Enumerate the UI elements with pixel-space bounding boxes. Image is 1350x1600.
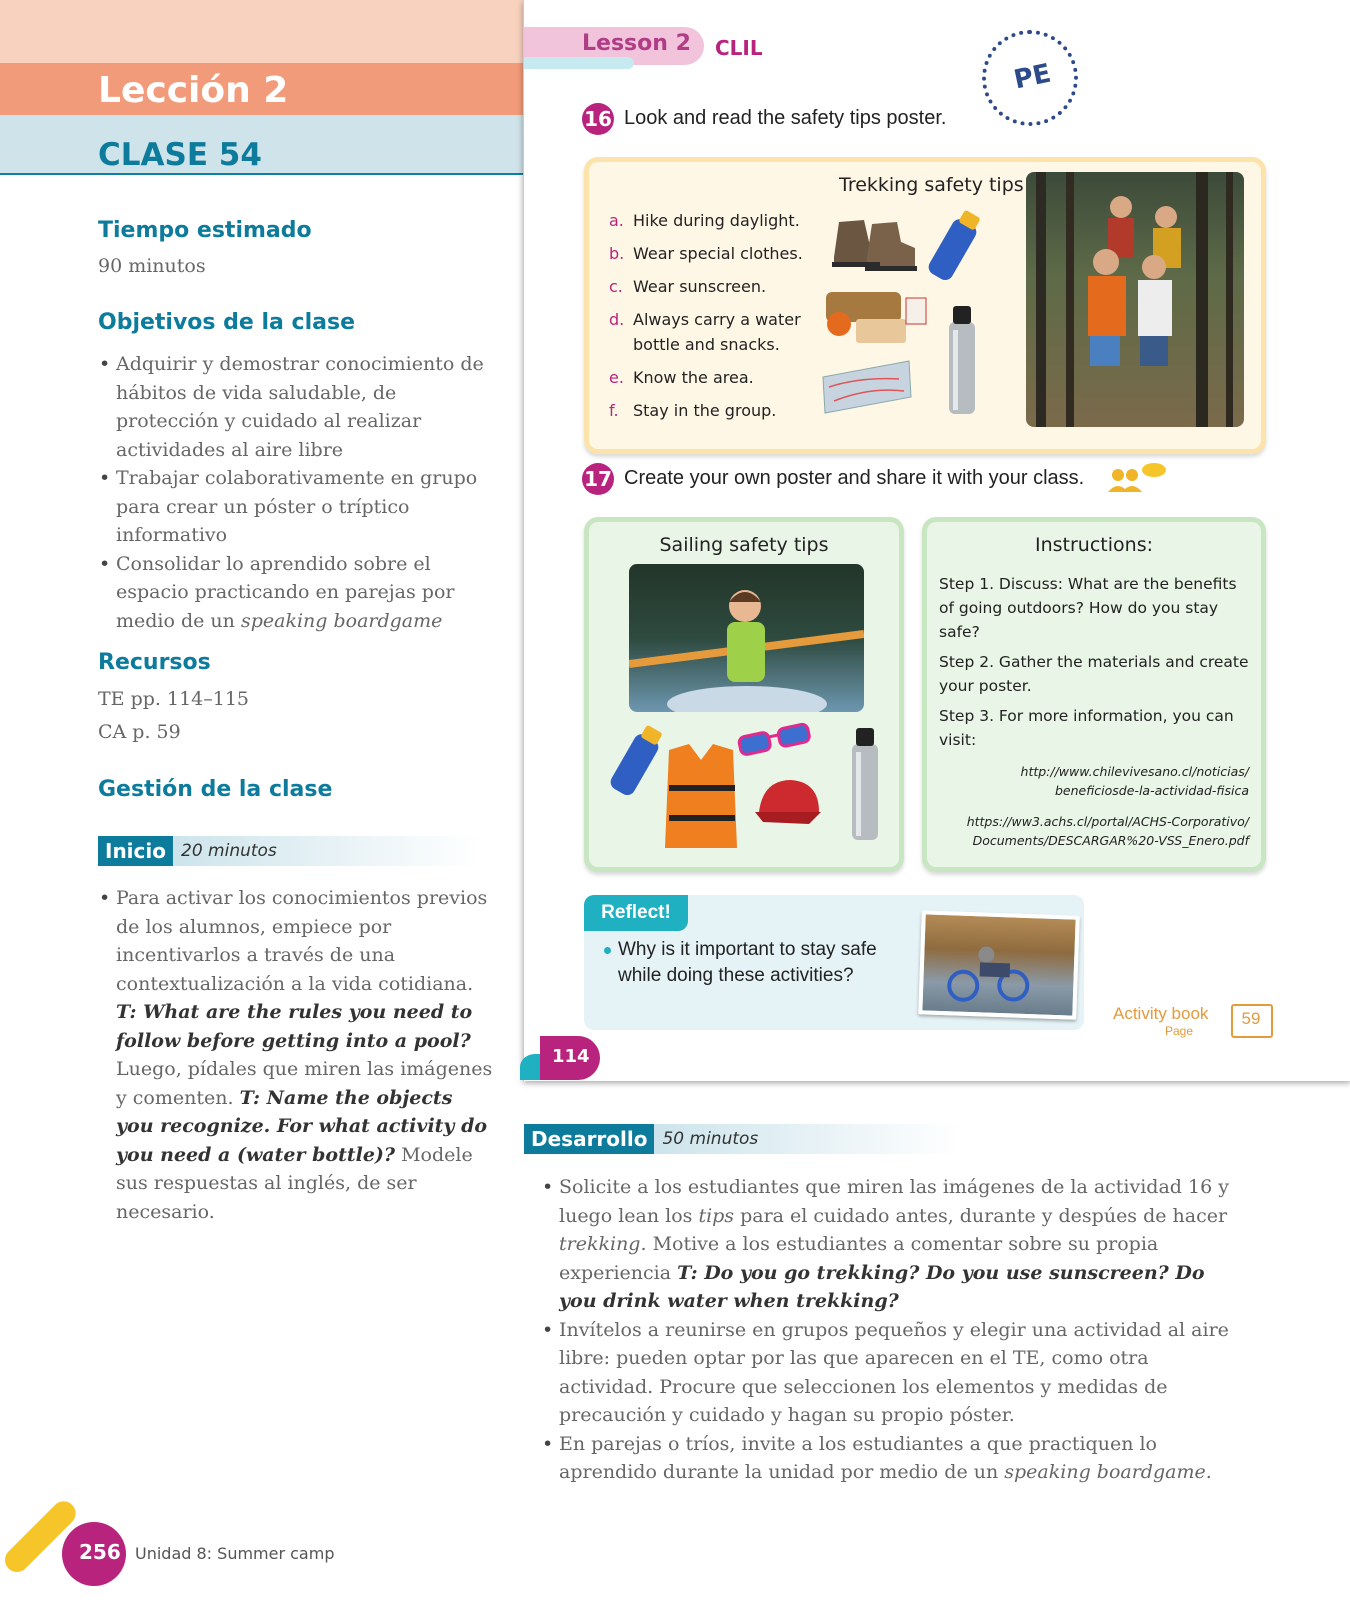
tip-text: Stay in the group. xyxy=(633,401,777,420)
trekking-poster-title: Trekking safety tips xyxy=(839,174,1024,196)
desarrollo-tag xyxy=(524,1124,962,1154)
reflect-label: Reflect! xyxy=(584,895,688,931)
list-item xyxy=(116,550,496,636)
desarrollo-question: T: Do you go trekking? Do you use sunscreen? Do you drink water when trekking? xyxy=(559,1261,1205,1312)
sailing-poster-title: Sailing safety tips xyxy=(659,534,829,556)
tip-text: Wear sunscreen. xyxy=(633,277,767,296)
header-band-top xyxy=(0,0,523,63)
instructions-poster xyxy=(922,517,1266,872)
activity-book-page-number: 59 xyxy=(1241,1009,1261,1028)
objetivos-list xyxy=(98,350,496,635)
list-item xyxy=(609,307,803,357)
list-item-text: Consolidar lo aprendido sobre el espacio practicando en parejas por medio de un xyxy=(116,552,455,632)
desarrollo-list xyxy=(541,1173,1239,1487)
desarrollo-italic: speaking boardgame. xyxy=(1004,1461,1212,1483)
gestion-heading: Gestión de la clase xyxy=(98,777,333,802)
link-achs[interactable] xyxy=(967,812,1249,850)
list-item: • Invítelos a reunirse en grupos pequeños y elegir una actividad al aire libre: pueden optar por las que aparecen en el TE, como otra actividad. Procure que seleccionen los elementos y medidas de precaución y cuidado y hagan su propio póster. xyxy=(559,1316,1239,1430)
objetivos-heading: Objetivos de la clase xyxy=(98,310,355,335)
desarrollo-italic: tips xyxy=(698,1204,735,1227)
lesson-label: Lesson 2 xyxy=(582,31,691,56)
page-number: 114 xyxy=(552,1046,590,1067)
inicio-text-2: Luego, pídales que miren las imágenes y comenten. xyxy=(116,1058,493,1109)
tiempo-heading: Tiempo estimado xyxy=(98,218,312,243)
list-item: • Trabajar colaborativamente en grupo para crear un póster o tríptico informativo xyxy=(116,464,496,550)
list-item xyxy=(609,241,803,266)
desarrollo-text: para el cuidado antes, durante y despúes de hacer xyxy=(740,1204,1228,1227)
list-item xyxy=(609,365,803,390)
link-chilevivesano[interactable] xyxy=(1021,762,1249,800)
tip-letter: d. xyxy=(609,310,625,329)
link-line: https://ww3.achs.cl/portal/ACHS-Corporativo/ xyxy=(966,814,1249,829)
inicio-tag xyxy=(98,836,481,866)
link-line: beneficiosde-la-actividad-fisica xyxy=(1054,783,1249,798)
group-work-icon xyxy=(1104,460,1166,496)
inicio-text-3: Modele sus respuestas al inglés, de ser necesario. xyxy=(116,1143,473,1223)
list-item xyxy=(609,274,803,299)
bullet-dot xyxy=(604,947,611,954)
footer-page-number: 256 xyxy=(79,1540,121,1564)
trekking-tips-list xyxy=(609,208,803,431)
rowing-boy-photo xyxy=(629,564,864,712)
tip-letter: b. xyxy=(609,244,625,263)
map-image xyxy=(819,357,914,417)
exercise-16-instruction: Look and read the safety tips poster. xyxy=(624,107,947,129)
tiempo-value: 90 minutos xyxy=(98,255,206,277)
rowing-boy-figure xyxy=(629,564,864,712)
link-line: http://www.chilevivesano.cl/noticias/ xyxy=(1020,764,1249,779)
pe-stamp xyxy=(982,30,1078,126)
tip-text: Know the area. xyxy=(633,368,754,387)
cyclist-figure xyxy=(922,914,1075,1015)
list-item xyxy=(559,1173,1239,1316)
water-bottle-image xyxy=(844,722,884,847)
tip-letter: f. xyxy=(609,401,619,420)
hiking-boots-image xyxy=(829,212,919,272)
water-bottle-image xyxy=(941,300,981,420)
exercise-16-number: 16 xyxy=(582,103,614,135)
lesson-title: Lección 2 xyxy=(98,70,289,111)
inicio-label: Inicio xyxy=(98,836,173,866)
inicio-text-1: Para activar los conocimientos previos de los alumnos, empiece por incentivarlos a través de una contextualización a la vida cotidiana. xyxy=(116,887,488,995)
sailing-poster xyxy=(584,517,904,872)
list-item xyxy=(559,1430,1239,1487)
inicio-question-2: T: Name the objects you recognize. For what activity do you need a (water bottle)? xyxy=(116,1086,488,1166)
desarrollo-text: Motive a los estudiantes a comentar sobre su propia experiencia xyxy=(559,1233,1159,1284)
activity-book-page-label: Page xyxy=(1165,1024,1194,1038)
desarrollo-text: En parejas o tríos, invite a los estudiantes a que practiquen lo aprendido durante la unidad por medio de un xyxy=(559,1432,1157,1483)
step-1: Step 1. Discuss: What are the benefits of going outdoors? How do you stay safe? xyxy=(939,575,1237,641)
tip-letter: e. xyxy=(609,368,624,387)
activity-book-label: Activity book xyxy=(1113,1004,1209,1023)
pe-stamp-text: PE xyxy=(1011,58,1054,96)
tip-text: Wear special clothes. xyxy=(633,244,803,263)
sunscreen-bottle-image xyxy=(919,207,989,287)
hiking-family-figures xyxy=(1026,172,1244,427)
step-2: Step 2. Gather the materials and create your poster. xyxy=(939,653,1249,695)
exercise-17-number: 17 xyxy=(582,463,614,495)
inicio-question-1: T: What are the rules you need to follow before getting into a pool? xyxy=(116,1001,473,1052)
desarrollo-time: 50 minutos xyxy=(654,1124,962,1154)
clil-label: CLIL xyxy=(715,36,763,60)
list-item-italic: speaking boardgame xyxy=(240,609,443,632)
tip-text: Hike during daylight. xyxy=(633,211,800,230)
tip-text: Always carry a water bottle and snacks. xyxy=(633,310,801,354)
tip-letter: c. xyxy=(609,277,623,296)
cyclist-fall-photo xyxy=(918,910,1080,1019)
list-item: • Adquirir y demostrar conocimiento de hábitos de vida saludable, de protección y cuidado al realizar actividades al aire libre xyxy=(116,350,496,464)
reflect-question: Why is it important to stay safe while doing these activities? xyxy=(618,939,877,986)
class-title: CLASE 54 xyxy=(98,137,262,173)
sunglasses-image xyxy=(731,718,821,758)
desarrollo-italic: trekking. xyxy=(559,1233,647,1255)
instructions-steps xyxy=(939,572,1251,758)
list-item xyxy=(609,398,803,423)
instructions-title: Instructions: xyxy=(1035,534,1153,556)
recurso-te: TE pp. 114–115 xyxy=(98,688,250,710)
lesson-pill-accent xyxy=(524,57,634,69)
exercise-17-instruction: Create your own poster and share it with your class. xyxy=(624,467,1085,489)
hiking-family-photo xyxy=(1026,172,1244,427)
student-book-page xyxy=(523,0,1350,1081)
inicio-list xyxy=(98,884,496,1226)
inicio-time: 20 minutos xyxy=(173,836,481,866)
reflect-box xyxy=(584,895,1084,1030)
link-line: Documents/DESCARGAR%20-VSS_Enero.pdf xyxy=(972,833,1249,848)
list-item xyxy=(609,208,803,233)
desarrollo-label: Desarrollo xyxy=(524,1124,654,1154)
desarrollo-text: Solicite a los estudiantes que miren las imágenes de la actividad 16 y luego lean los xyxy=(559,1176,1229,1227)
tip-letter: a. xyxy=(609,211,624,230)
footer-unit-title: Unidad 8: Summer camp xyxy=(135,1544,335,1563)
trekking-poster xyxy=(584,157,1266,454)
recursos-heading: Recursos xyxy=(98,650,211,675)
list-item xyxy=(116,884,496,1226)
snacks-image xyxy=(821,284,931,349)
recurso-ca: CA p. 59 xyxy=(98,721,181,743)
step-3: Step 3. For more information, you can visit: xyxy=(939,707,1234,749)
cap-image xyxy=(749,772,829,832)
